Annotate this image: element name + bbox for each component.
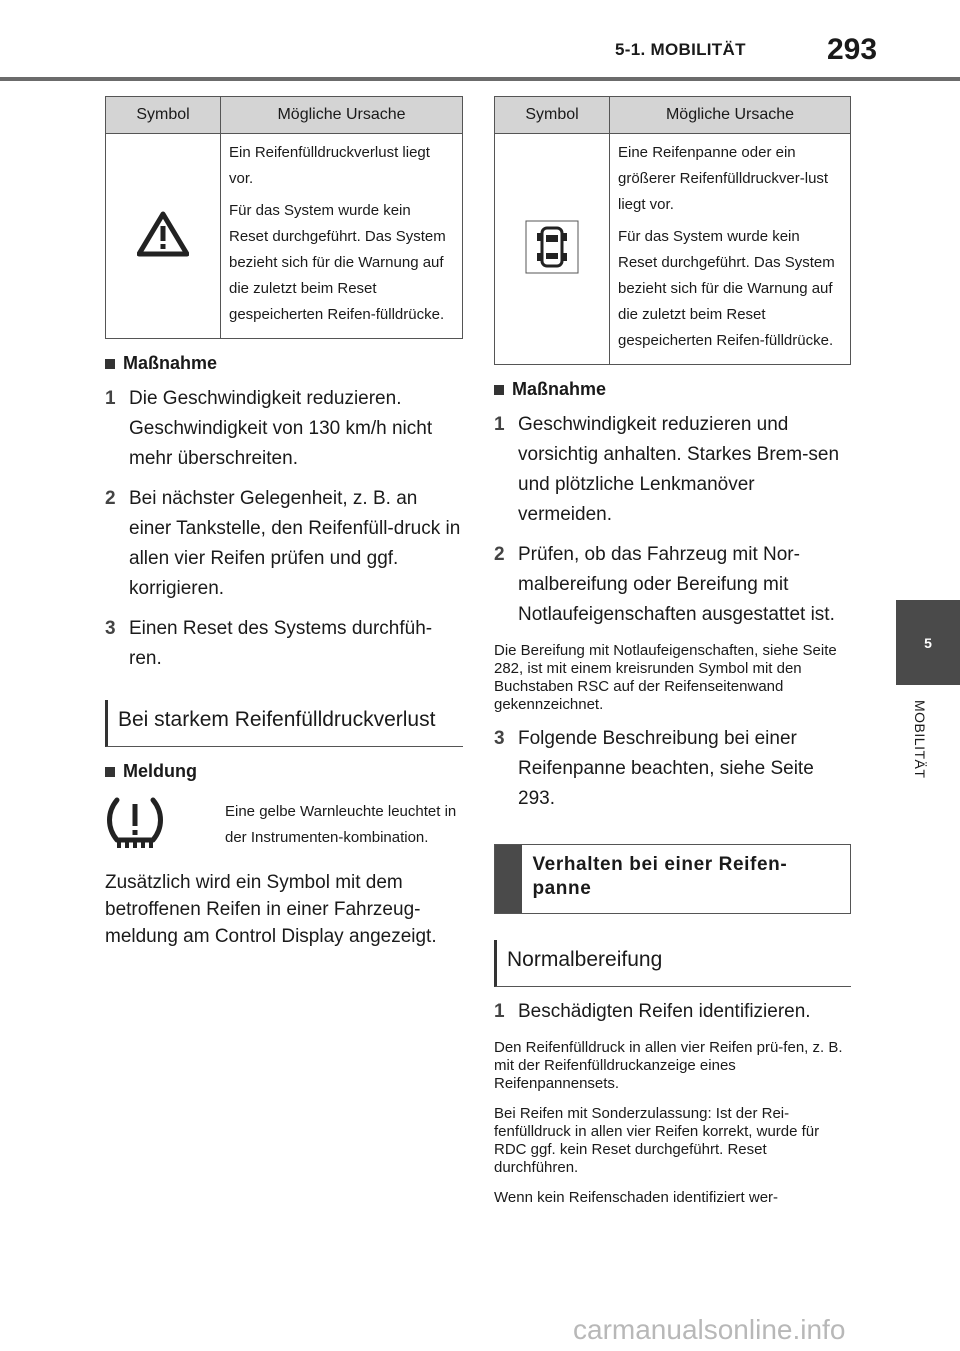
- step-number: 2: [494, 544, 505, 565]
- subsection-heading: Bei starkem Reifenfülldruckverlust: [105, 700, 463, 747]
- measure-heading: [494, 379, 851, 400]
- table-header-symbol: Symbol: [106, 97, 221, 134]
- chapter-tab-label: MOBILITÄT: [912, 700, 928, 779]
- chapter-tab-number[interactable]: [896, 600, 960, 685]
- header-rule: [0, 77, 960, 81]
- measure-heading: [105, 353, 463, 374]
- message-text: Eine gelbe Warnleuchte leuchtet in der Instrumenten-kombination.: [225, 802, 457, 846]
- symbol-cell: [495, 134, 610, 365]
- body-paragraph: Wenn kein Reifenschaden identifiziert wer-: [494, 1189, 779, 1206]
- symbol-cell: [106, 134, 221, 339]
- step-text: Geschwindigkeit reduzieren und vorsichtig anhalten. Starkes Brem-sen und plötzliche Lenkmanöver vermeiden.: [518, 414, 840, 525]
- cause-text-1: Ein Reifenfülldruckverlust liegt vor.: [229, 144, 430, 187]
- square-bullet-icon: [105, 767, 115, 777]
- section-title: 5-1. MOBILITÄT: [615, 40, 746, 59]
- section-heading-box: [494, 844, 851, 914]
- body-paragraph: Den Reifenfülldruck in allen vier Reifen prü-fen, z. B. mit der Reifenfülldruckanzeige eines Reifenpannensets.: [494, 1039, 843, 1092]
- body-paragraph: Bei Reifen mit Sonderzulassung: Ist der Rei-fenfülldruck in allen vier Reifen korrekt, wurde für RDC ggf. kein Reset durchgeführt. Reset durchführen.: [494, 1105, 820, 1176]
- step-number: 1: [105, 388, 116, 409]
- right-column: [494, 96, 851, 1207]
- step-item: [105, 384, 463, 474]
- body-paragraph: Zusätzlich wird ein Symbol mit dem betroffenen Reifen in einer Fahrzeug-meldung am Control Display angezeigt.: [105, 872, 437, 947]
- step-item: [494, 724, 851, 814]
- message-heading: [105, 761, 463, 782]
- car-topview-icon: [525, 220, 579, 274]
- message-row: [105, 794, 463, 855]
- cause-text-1: Eine Reifenpanne oder ein größerer Reifenfülldruckver-lust liegt vor.: [618, 144, 829, 213]
- step-text: Prüfen, ob das Fahrzeug mit Nor-malbereifung oder Bereifung mit Notlaufeigenschaften ausgestattet ist.: [518, 544, 835, 625]
- left-column: [105, 96, 463, 950]
- message-icon-cell: [105, 794, 225, 855]
- table-header-cause: Mögliche Ursache: [610, 97, 851, 134]
- cause-cell: [610, 134, 851, 365]
- measure-heading-text: Maßnahme: [123, 353, 218, 373]
- heading-accent-bar: [495, 845, 522, 913]
- chapter-number: 5: [924, 634, 932, 651]
- step-text: Bei nächster Gelegenheit, z. B. an einer Tankstelle, den Reifenfüll-druck in allen vier Reifen prüfen und ggf. korrigieren.: [129, 488, 461, 599]
- page-number: 293: [827, 33, 878, 66]
- measure-heading-text: Maßnahme: [512, 379, 607, 399]
- note-paragraph: Die Bereifung mit Notlaufeigenschaften, siehe Seite 282, ist mit einem kreisrunden Symbol mit den Buchstaben RSC auf der Reifenseitenwand gekennzeichnet.: [494, 642, 837, 713]
- step-text: Einen Reset des Systems durchfüh-ren.: [129, 618, 433, 669]
- tire-pressure-warning-icon: [105, 794, 165, 850]
- step-text: Folgende Beschreibung bei einer Reifenpanne beachten, siehe Seite 293.: [518, 728, 814, 809]
- step-number: 1: [494, 414, 505, 435]
- step-number: 2: [105, 488, 116, 509]
- step-item: [494, 540, 851, 630]
- step-item: [105, 614, 463, 674]
- subsection-heading: Normalbereifung: [494, 940, 851, 987]
- message-heading-text: Meldung: [123, 761, 197, 781]
- watermark: carmanualsonline.info: [573, 1314, 846, 1345]
- step-number: 3: [494, 728, 505, 749]
- step-text: Die Geschwindigkeit reduzieren. Geschwindigkeit von 130 km/h nicht mehr überschreiten.: [129, 388, 433, 469]
- square-bullet-icon: [105, 359, 115, 369]
- table-header-symbol: Symbol: [495, 97, 610, 134]
- step-number: 1: [494, 1001, 505, 1022]
- step-number: 3: [105, 618, 116, 639]
- step-text: Beschädigten Reifen identifizieren.: [518, 1001, 811, 1022]
- warning-triangle-icon: [137, 211, 189, 257]
- step-item: [105, 484, 463, 604]
- symbol-table-left: [105, 96, 463, 339]
- step-item: [494, 410, 851, 530]
- cause-cell: [221, 134, 463, 339]
- square-bullet-icon: [494, 385, 504, 395]
- table-header-cause: Mögliche Ursache: [221, 97, 463, 134]
- symbol-table-right: [494, 96, 851, 365]
- section-heading: Verhalten bei einer Reifen-panne: [532, 854, 788, 899]
- step-item: [494, 997, 851, 1027]
- cause-text-2: Für das System wurde kein Reset durchgeführt. Das System bezieht sich für die Warnung auf die zuletzt beim Reset gespeicherten Reifen-fülldrücke.: [618, 228, 835, 349]
- cause-text-2: Für das System wurde kein Reset durchgeführt. Das System bezieht sich für die Warnung auf die zuletzt beim Reset gespeicherten Reifen-fülldrücke.: [229, 202, 446, 323]
